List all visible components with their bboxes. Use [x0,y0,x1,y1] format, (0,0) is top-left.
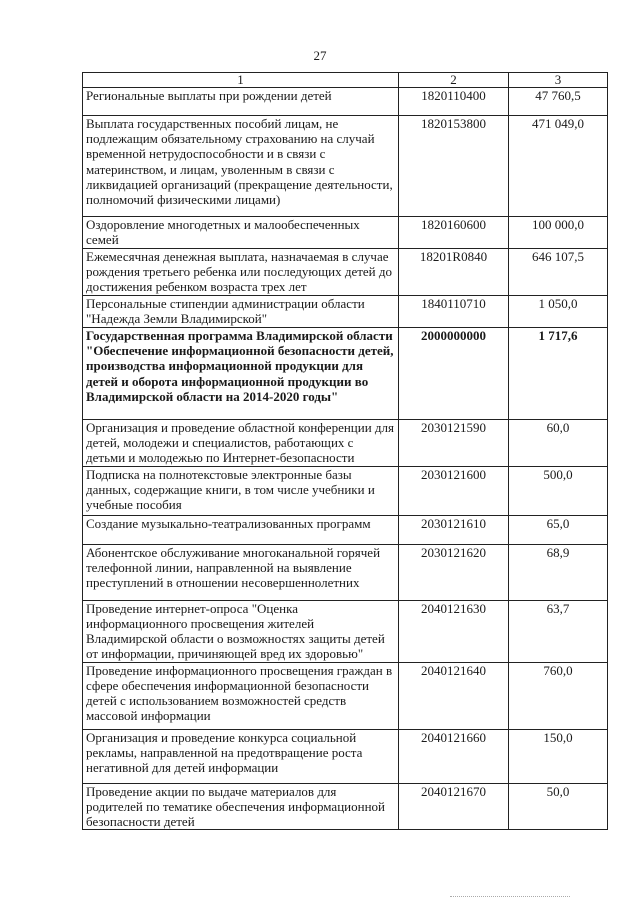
column-header-3: 3 [509,73,608,88]
table-row [83,783,608,830]
row-description: Организация и проведение областной конференции для детей, молодежи и специалистов, работающих с детьми и молодежью по Интернет-безопасности [83,420,399,467]
row-amount: 760,0 [509,662,608,729]
row-amount: 47 760,5 [509,88,608,116]
table-row [83,662,608,729]
row-amount: 50,0 [509,783,608,830]
table-header-row [83,73,608,88]
row-amount: 60,0 [509,420,608,467]
row-description: Региональные выплаты при рождении детей [83,88,399,116]
row-code: 2000000000 [399,328,509,420]
row-code: 1820153800 [399,116,509,217]
row-description: Проведение информационного просвещения граждан в сфере обеспечения информационной безопасности детей с использованием возможностей средств массовой информации [83,662,399,729]
row-code: 2040121670 [399,783,509,830]
table-row [83,296,608,328]
table-row [83,515,608,544]
table-row [83,420,608,467]
table-row [83,116,608,217]
row-description: Проведение интернет-опроса "Оценка информационного просвещения жителей Владимирской области о возможностях защиты детей от информации, причиняющей вред их здоровью" [83,600,399,662]
table-row [83,600,608,662]
row-amount: 1 050,0 [509,296,608,328]
row-code: 2040121630 [399,600,509,662]
column-header-1: 1 [83,73,399,88]
row-code: 2040121640 [399,662,509,729]
table-row [83,466,608,515]
table-row [83,217,608,249]
row-description: Проведение акции по выдаче материалов для родителей по тематике обеспечения информационной безопасности детей [83,783,399,830]
row-description: Создание музыкально-театрализованных программ [83,515,399,544]
table-row [83,249,608,296]
program-row [83,328,608,420]
row-amount: 68,9 [509,544,608,600]
row-amount: 1 717,6 [509,328,608,420]
row-amount: 63,7 [509,600,608,662]
row-description: Подписка на полнотекстовые электронные базы данных, содержащие книги, в том числе учебники и учебные пособия [83,466,399,515]
table-row [83,544,608,600]
row-code: 2030121610 [399,515,509,544]
column-header-2: 2 [399,73,509,88]
row-amount: 150,0 [509,729,608,783]
table-row [83,88,608,116]
row-description: Государственная программа Владимирской области "Обеспечение информационной безопасности детей, производства информационной продукции для детей и оборота информационной продукции во Владимирской области на 2014-2020 годы" [83,328,399,420]
row-code: 1820160600 [399,217,509,249]
row-description: Организация и проведение конкурса социальной рекламы, направленной на предотвращение роста негативной для детей информации [83,729,399,783]
row-amount: 65,0 [509,515,608,544]
row-code: 2030121620 [399,544,509,600]
row-code: 2030121590 [399,420,509,467]
row-amount: 100 000,0 [509,217,608,249]
row-code: 18201R0840 [399,249,509,296]
row-description: Абонентское обслуживание многоканальной горячей телефонной линии, направленной на выявление преступлений в отношении несовершеннолетних [83,544,399,600]
row-description: Ежемесячная денежная выплата, назначаемая в случае рождения третьего ребенка или последующих детей до достижения ребенком возраста трех лет [83,249,399,296]
row-amount: 646 107,5 [509,249,608,296]
row-description: Выплата государственных пособий лицам, не подлежащим обязательному страхованию на случай временной нетрудоспособности и в связи с материнством, и лицам, уволенным в связи с ликвидацией организаций (прекращение деятельности, полномочий физическими лицами) [83,116,399,217]
row-code: 1820110400 [399,88,509,116]
row-code: 2040121660 [399,729,509,783]
budget-table [82,72,608,830]
row-description: Оздоровление многодетных и малообеспеченных семей [83,217,399,249]
row-code: 1840110710 [399,296,509,328]
table-row [83,729,608,783]
row-code: 2030121600 [399,466,509,515]
row-amount: 471 049,0 [509,116,608,217]
row-description: Персональные стипендии администрации области "Надежда Земли Владимирской" [83,296,399,328]
scan-artifact [450,896,570,898]
row-amount: 500,0 [509,466,608,515]
page-number: 27 [313,48,327,63]
